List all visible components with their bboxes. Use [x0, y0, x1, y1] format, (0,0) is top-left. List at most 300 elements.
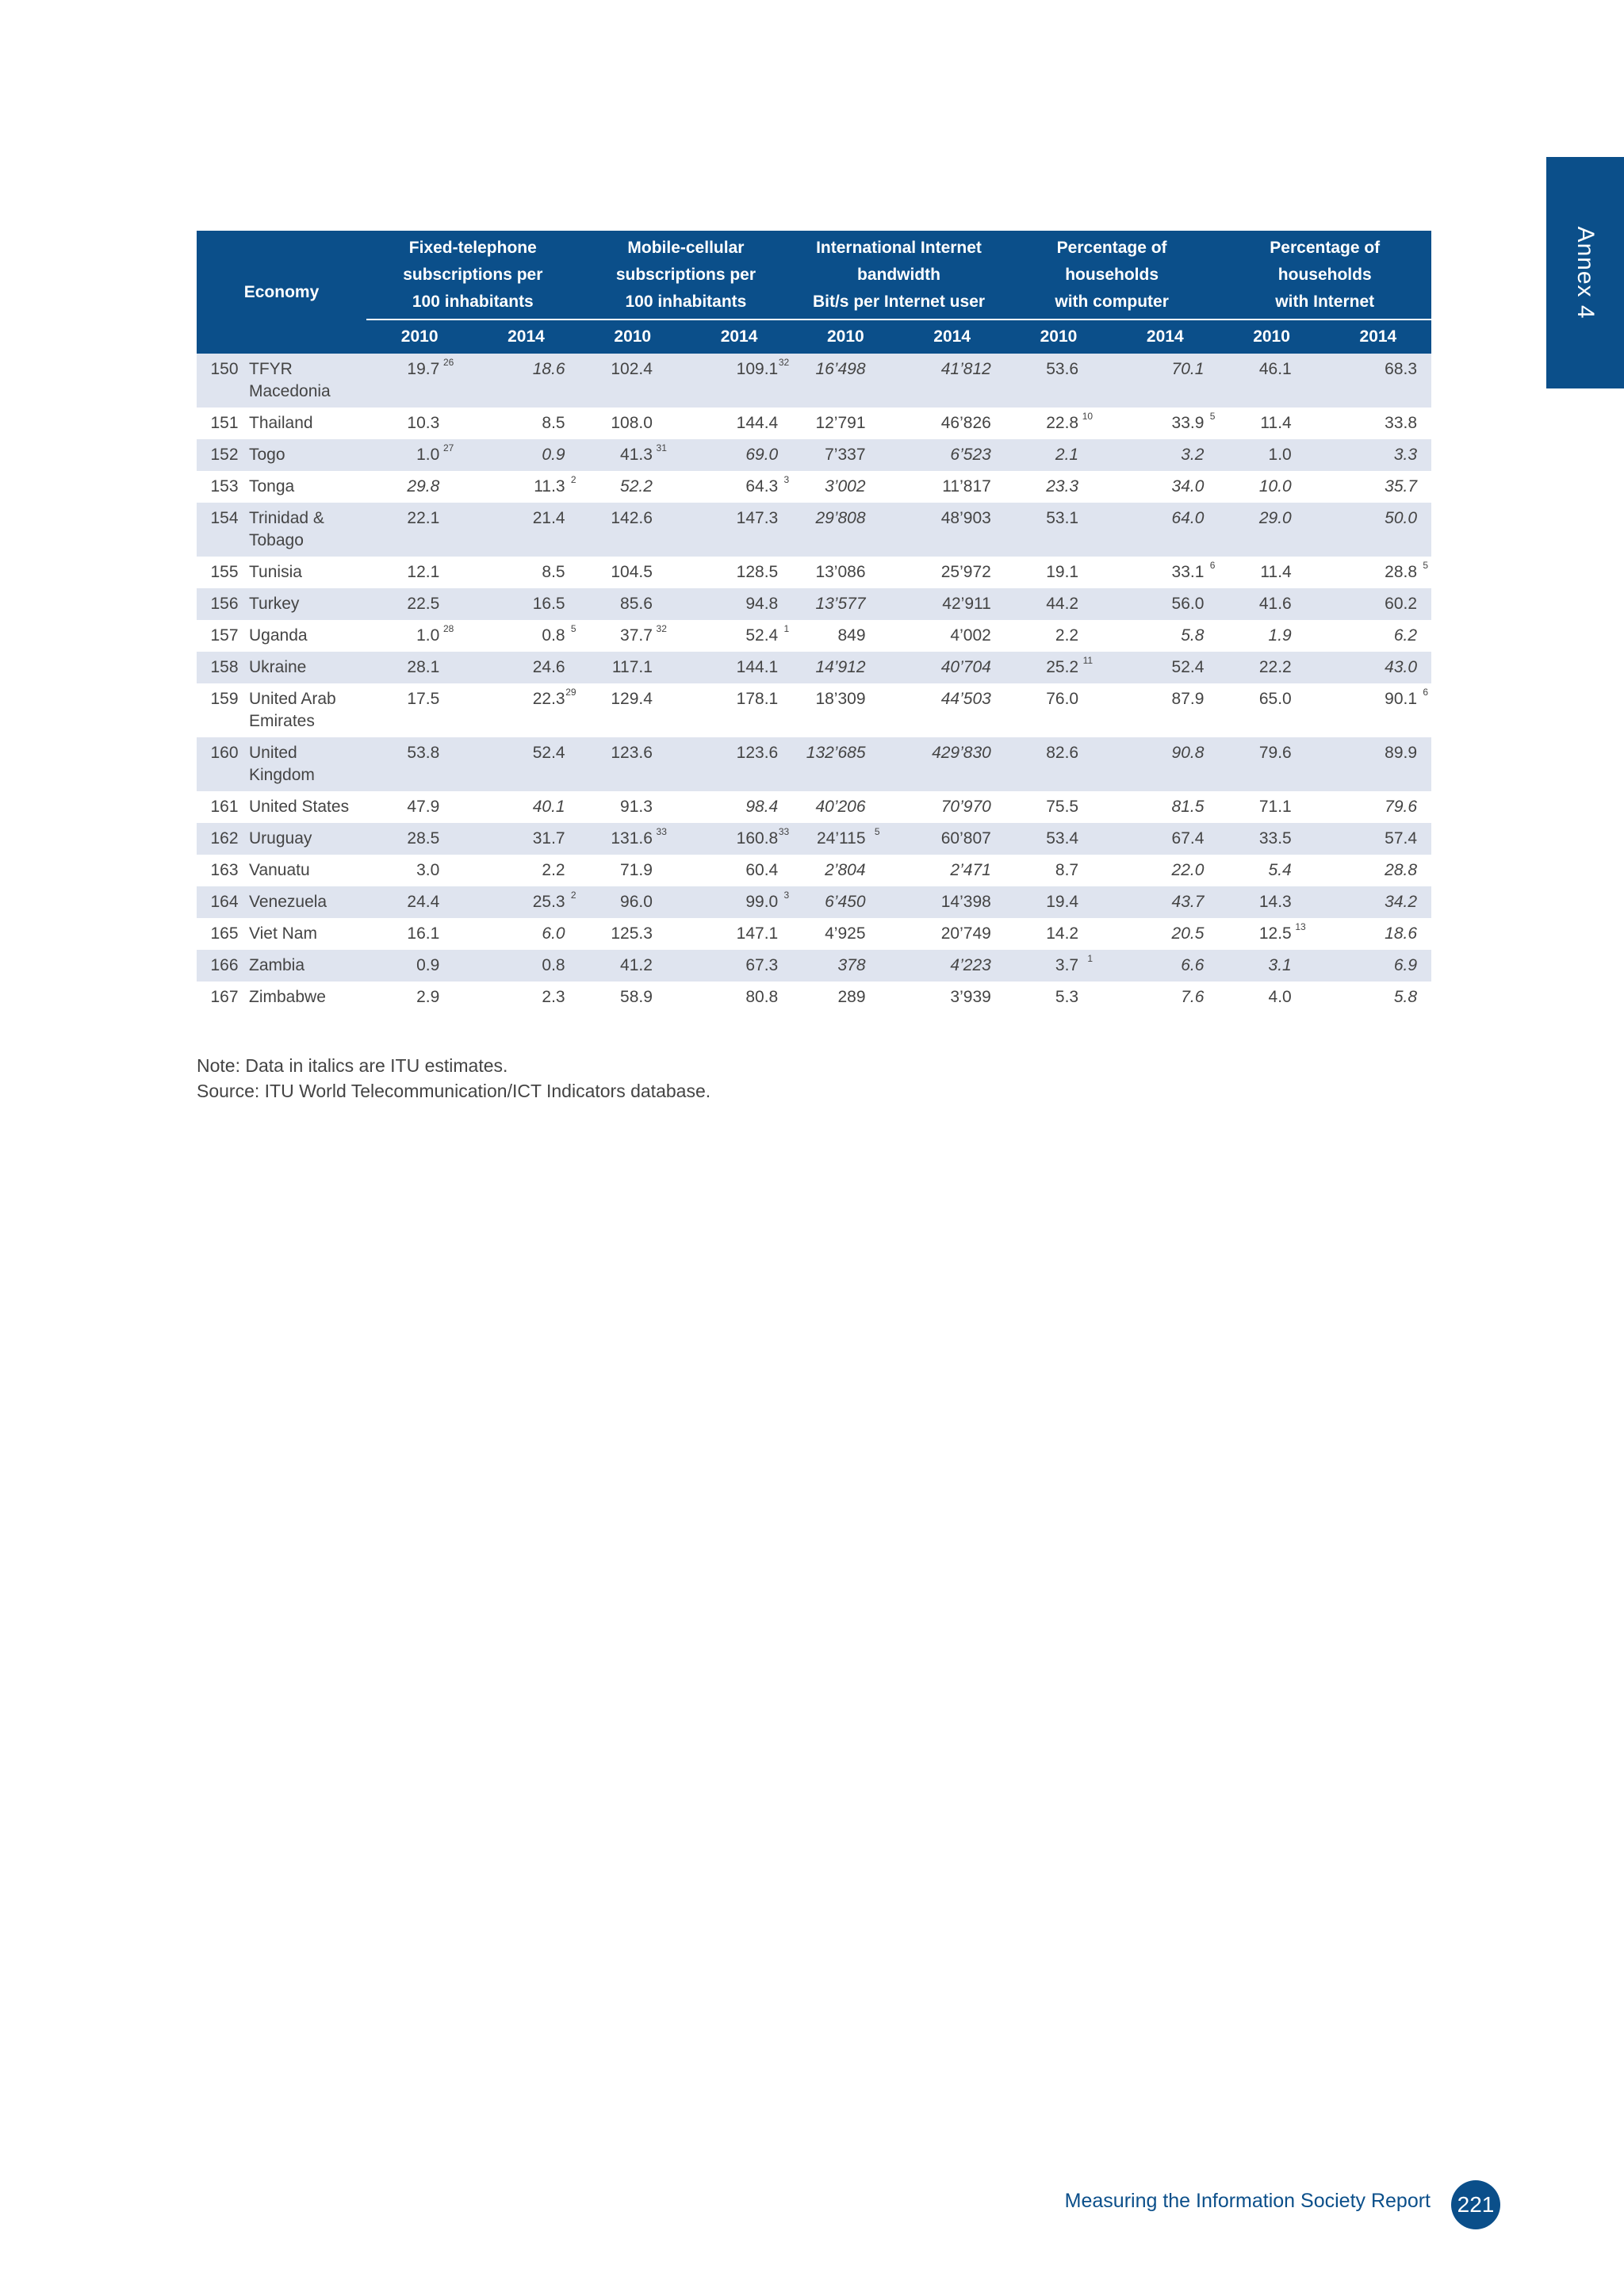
cell-value: 2’471: [950, 861, 991, 879]
cell-value: 14’912: [815, 658, 866, 676]
cell-value: 41.6: [1258, 595, 1292, 613]
cell-value: 7.6: [1181, 988, 1205, 1006]
economy-name: Uruguay: [246, 823, 366, 855]
cell-value: 69.0: [745, 446, 779, 464]
data-cell: [1325, 855, 1431, 886]
data-cell: [1112, 408, 1218, 439]
cell-value: 85.6: [620, 595, 653, 613]
cell-value: 6.9: [1393, 956, 1418, 974]
cell-value: 1.9: [1268, 626, 1292, 645]
cell-value: 24.4: [407, 893, 440, 911]
data-cell: [1218, 620, 1324, 652]
data-cell: [1218, 683, 1324, 737]
data-cell: [473, 950, 579, 982]
header-mobile-cellular: Mobile-cellular subscriptions per 100 inhabitants: [580, 231, 793, 320]
data-cell: [686, 588, 792, 620]
cell-value: 6.2: [1393, 626, 1418, 645]
cell-value: 34.2: [1385, 893, 1418, 911]
header-households-computer: Percentage of households with computer: [1005, 231, 1219, 320]
table-row: [197, 791, 1431, 823]
cell-value: 8.5: [542, 414, 565, 432]
cell-value: 178.1: [736, 690, 779, 708]
cell-value: 90.1: [1385, 690, 1418, 708]
cell-value: 6.6: [1181, 956, 1205, 974]
cell-value: 6.0: [542, 924, 565, 943]
cell-value: 5.4: [1268, 861, 1292, 879]
cell-value: 14.2: [1046, 924, 1079, 943]
footnote-marker: 2: [570, 890, 576, 901]
footnote-marker: 11: [1082, 655, 1094, 666]
cell-value: 129.4: [611, 690, 653, 708]
table-row: [197, 737, 1431, 791]
data-cell: [580, 982, 686, 1013]
cell-value: 42’911: [942, 595, 991, 613]
data-cell: [899, 620, 1005, 652]
data-cell: [792, 886, 898, 918]
cell-value: 40.1: [532, 798, 565, 816]
cell-value: 29.8: [407, 477, 440, 496]
economy-name: Turkey: [246, 588, 366, 620]
data-cell: [1005, 855, 1112, 886]
cell-value: 849: [837, 626, 866, 645]
data-cell: [580, 408, 686, 439]
cell-value: 19.7: [407, 360, 440, 378]
data-cell: [473, 503, 579, 557]
data-cell: [580, 855, 686, 886]
footnote-marker: 32: [778, 357, 790, 368]
data-cell: [473, 918, 579, 950]
data-cell: [792, 823, 898, 855]
data-cell: [580, 557, 686, 588]
cell-value: 24’115: [817, 829, 866, 848]
cell-value: 378: [837, 956, 866, 974]
annex-label: Annex 4: [1572, 226, 1599, 320]
cell-value: 25.3: [532, 893, 565, 911]
data-cell: [686, 886, 792, 918]
data-cell: [366, 855, 473, 886]
cell-value: 2.9: [416, 988, 440, 1006]
footnote-marker: 31: [656, 442, 667, 453]
data-cell: [1005, 737, 1112, 791]
cell-value: 4’223: [950, 956, 991, 974]
data-cell: [1112, 950, 1218, 982]
data-cell: [899, 683, 1005, 737]
data-cell: [1112, 652, 1218, 683]
cell-value: 102.4: [611, 360, 653, 378]
cell-value: 4’002: [950, 626, 991, 645]
data-cell: [792, 588, 898, 620]
economy-name: United States: [249, 798, 350, 816]
data-cell: [1005, 588, 1112, 620]
cell-value: 31.7: [532, 829, 565, 848]
data-cell: [792, 652, 898, 683]
cell-value: 56.0: [1171, 595, 1205, 613]
table-row: [197, 408, 1431, 439]
table-row: [197, 354, 1431, 408]
cell-value: 144.4: [736, 414, 779, 432]
cell-value: 79.6: [1258, 744, 1292, 762]
cell-value: 33.9: [1171, 414, 1205, 432]
economy-name: Trinidad & Tobago: [246, 503, 366, 557]
cell-value: 3.1: [1268, 956, 1292, 974]
cell-value: 12.5: [1258, 924, 1292, 943]
data-cell: [1005, 557, 1112, 588]
table-row: [197, 652, 1431, 683]
cell-value: 0.8: [542, 956, 565, 974]
table-row: [197, 950, 1431, 982]
data-cell: [1005, 620, 1112, 652]
cell-value: 0.8: [542, 626, 565, 645]
cell-value: 1.0: [416, 446, 440, 464]
cell-value: 144.1: [736, 658, 779, 676]
cell-value: 3’939: [950, 988, 991, 1006]
cell-value: 96.0: [620, 893, 653, 911]
data-cell: [792, 791, 898, 823]
cell-value: 11.3: [534, 477, 565, 496]
cell-value: 94.8: [745, 595, 779, 613]
data-cell: [580, 886, 686, 918]
data-cell: [792, 918, 898, 950]
cell-value: 5.8: [1393, 988, 1418, 1006]
economy-name: Viet Nam: [249, 924, 317, 943]
data-cell: [1112, 503, 1218, 557]
data-cell: [580, 918, 686, 950]
cell-value: 40’704: [940, 658, 991, 676]
row-number: 165: [210, 924, 239, 943]
cell-value: 57.4: [1385, 829, 1418, 848]
data-cell: [686, 918, 792, 950]
cell-value: 19.4: [1046, 893, 1079, 911]
cell-value: 53.1: [1046, 509, 1079, 527]
data-cell: [366, 620, 473, 652]
table-row: [197, 683, 1431, 737]
data-cell: [366, 471, 473, 503]
economy-name: Uganda: [249, 626, 308, 645]
data-cell: [1005, 886, 1112, 918]
cell-value: 16.5: [532, 595, 565, 613]
footnote-marker: 1: [1087, 953, 1094, 964]
cell-value: 76.0: [1046, 690, 1079, 708]
data-cell: [580, 439, 686, 471]
data-cell: [1112, 620, 1218, 652]
cell-value: 3’002: [825, 477, 866, 496]
data-cell: [1325, 791, 1431, 823]
data-cell: [1325, 408, 1431, 439]
data-cell: [899, 982, 1005, 1013]
footnote-marker: 10: [1082, 411, 1094, 422]
data-cell: [899, 439, 1005, 471]
data-cell: [1112, 439, 1218, 471]
cell-value: 29’808: [815, 509, 866, 527]
table-notes: [197, 1053, 710, 1104]
header-internet-bandwidth: International Internet bandwidth Bit/s per Internet user: [792, 231, 1005, 320]
data-cell: [686, 354, 792, 408]
cell-value: 19.1: [1046, 563, 1079, 581]
cell-value: 128.5: [736, 563, 779, 581]
cell-value: 5.8: [1181, 626, 1205, 645]
data-cell: [1325, 950, 1431, 982]
cell-value: 34.0: [1171, 477, 1205, 496]
data-cell: [1218, 471, 1324, 503]
data-cell: [473, 683, 579, 737]
row-number: 160: [197, 737, 246, 791]
data-cell: [473, 982, 579, 1013]
cell-value: 20.5: [1171, 924, 1205, 943]
footnote-marker: 32: [656, 623, 667, 634]
data-cell: [1325, 439, 1431, 471]
header-year: 2010: [580, 320, 686, 354]
data-cell: [1218, 354, 1324, 408]
data-cell: [1218, 408, 1324, 439]
data-cell: [366, 791, 473, 823]
data-cell: [1005, 471, 1112, 503]
data-cell: [792, 982, 898, 1013]
header-households-internet: Percentage of households with Internet: [1218, 231, 1431, 320]
cell-value: 91.3: [620, 798, 653, 816]
cell-value: 43.0: [1385, 658, 1418, 676]
data-cell: [686, 408, 792, 439]
data-cell: [1112, 471, 1218, 503]
cell-value: 18.6: [532, 360, 565, 378]
footnote-marker: 13: [1295, 921, 1306, 932]
source-text: Source: ITU World Telecommunication/ICT Indicators database.: [197, 1081, 711, 1101]
cell-value: 79.6: [1385, 798, 1418, 816]
data-cell: [686, 737, 792, 791]
data-cell: [899, 918, 1005, 950]
data-cell: [1325, 886, 1431, 918]
cell-value: 18.6: [1385, 924, 1418, 943]
row-number: 159: [210, 690, 239, 708]
economy-name: TFYR Macedonia: [246, 354, 366, 408]
header-fixed-telephone: Fixed-telephone subscriptions per 100 inhabitants: [366, 231, 580, 320]
table-row: [197, 886, 1431, 918]
data-cell: [366, 683, 473, 737]
data-cell: [899, 408, 1005, 439]
cell-value: 41.2: [620, 956, 653, 974]
cell-value: 87.9: [1171, 690, 1205, 708]
data-cell: [1218, 950, 1324, 982]
row-number: 166: [197, 950, 246, 982]
cell-value: 147.1: [736, 924, 779, 943]
cell-value: 2.1: [1055, 446, 1079, 464]
row-number: 161: [210, 798, 239, 816]
data-cell: [1005, 683, 1112, 737]
cell-value: 53.8: [407, 744, 440, 762]
data-cell: [686, 652, 792, 683]
cell-value: 7’337: [825, 446, 866, 464]
data-cell: [473, 471, 579, 503]
data-cell: [1112, 354, 1218, 408]
cell-value: 52.4: [1171, 658, 1205, 676]
data-cell: [1112, 918, 1218, 950]
data-cell: [1005, 652, 1112, 683]
cell-value: 25.2: [1046, 658, 1079, 676]
data-cell: [1005, 408, 1112, 439]
data-cell: [686, 439, 792, 471]
data-cell: [1218, 855, 1324, 886]
cell-value: 16.1: [407, 924, 440, 943]
cell-value: 123.6: [611, 744, 653, 762]
cell-value: 41.3: [620, 446, 653, 464]
footnote-marker: 28: [442, 623, 454, 634]
cell-value: 160.8: [736, 829, 779, 848]
data-cell: [1112, 683, 1218, 737]
data-cell: [686, 950, 792, 982]
cell-value: 53.4: [1046, 829, 1079, 848]
economy-name: Vanuatu: [249, 861, 310, 879]
cell-value: 80.8: [745, 988, 779, 1006]
header-year: 2010: [1218, 320, 1324, 354]
data-cell: [580, 823, 686, 855]
data-cell: [792, 620, 898, 652]
cell-value: 28.8: [1385, 861, 1418, 879]
cell-value: 52.4: [532, 744, 565, 762]
row-number: 152: [197, 439, 246, 471]
cell-value: 25’972: [940, 563, 991, 581]
data-cell: [686, 855, 792, 886]
page-number: 221: [1451, 2180, 1500, 2229]
data-cell: [899, 855, 1005, 886]
data-cell: [1218, 823, 1324, 855]
cell-value: 17.5: [407, 690, 440, 708]
cell-value: 11.4: [1260, 563, 1292, 581]
note-text: Note: Data in italics are ITU estimates.: [197, 1055, 508, 1076]
cell-value: 8.7: [1055, 861, 1079, 879]
cell-value: 22.1: [407, 509, 440, 527]
economy-name: Tunisia: [249, 563, 302, 581]
data-cell: [580, 354, 686, 408]
cell-value: 6’450: [825, 893, 866, 911]
economy-name: Venezuela: [246, 886, 366, 918]
data-cell: [1218, 791, 1324, 823]
data-cell: [1112, 737, 1218, 791]
cell-value: 22.8: [1046, 414, 1079, 432]
cell-value: 2’804: [825, 861, 866, 879]
data-cell: [473, 886, 579, 918]
cell-value: 125.3: [611, 924, 653, 943]
row-number: 155: [210, 563, 239, 581]
data-cell: [473, 408, 579, 439]
data-cell: [1005, 791, 1112, 823]
cell-value: 68.3: [1385, 360, 1418, 378]
table-row: [197, 620, 1431, 652]
cell-value: 22.2: [1258, 658, 1292, 676]
economy-name: Togo: [246, 439, 366, 471]
cell-value: 3.3: [1393, 446, 1418, 464]
data-cell: [366, 503, 473, 557]
cell-value: 90.8: [1171, 744, 1205, 762]
footnote-marker: 3: [783, 474, 790, 485]
data-cell: [473, 791, 579, 823]
cell-value: 104.5: [611, 563, 653, 581]
data-cell: [366, 886, 473, 918]
data-cell: [1005, 354, 1112, 408]
cell-value: 24.6: [532, 658, 565, 676]
cell-value: 22.3: [532, 690, 565, 708]
cell-value: 10.0: [1258, 477, 1292, 496]
table-body: [197, 354, 1431, 1013]
data-cell: [792, 855, 898, 886]
cell-value: 14.3: [1258, 893, 1292, 911]
cell-value: 0.9: [542, 446, 565, 464]
cell-value: 109.1: [736, 360, 779, 378]
cell-value: 41’812: [940, 360, 991, 378]
footnote-marker: 2: [570, 474, 576, 485]
row-number: 156: [197, 588, 246, 620]
cell-value: 289: [837, 988, 866, 1006]
footnote-marker: 3: [783, 890, 790, 901]
cell-value: 6’523: [950, 446, 991, 464]
footnote-marker: 6: [1423, 687, 1429, 698]
table-row: [197, 503, 1431, 557]
data-cell: [580, 683, 686, 737]
data-cell: [792, 737, 898, 791]
header-year: 2014: [1325, 320, 1431, 354]
data-cell: [1325, 737, 1431, 791]
cell-value: 2.2: [1055, 626, 1079, 645]
data-cell: [1218, 886, 1324, 918]
cell-value: 60.2: [1385, 595, 1418, 613]
table-row: [197, 982, 1431, 1013]
data-cell: [899, 557, 1005, 588]
footnote-marker: 33: [656, 826, 667, 837]
cell-value: 35.7: [1385, 477, 1418, 496]
cell-value: 70.1: [1171, 360, 1205, 378]
economy-name: Tonga: [249, 477, 295, 496]
row-number: 150: [197, 354, 246, 408]
economy-name: Ukraine: [246, 652, 366, 683]
economy-name: United Arab Emirates: [249, 690, 336, 730]
header-year: 2010: [1005, 320, 1112, 354]
data-cell: [686, 791, 792, 823]
header-year: 2010: [366, 320, 473, 354]
cell-value: 33.5: [1258, 829, 1292, 848]
cell-value: 65.0: [1258, 690, 1292, 708]
data-cell: [1112, 588, 1218, 620]
data-cell: [1325, 588, 1431, 620]
cell-value: 46.1: [1258, 360, 1292, 378]
header-economy: Economy: [197, 231, 366, 354]
footnote-marker: 5: [1209, 411, 1216, 422]
header-year: 2014: [1112, 320, 1218, 354]
data-cell: [580, 950, 686, 982]
data-cell: [686, 557, 792, 588]
data-cell: [1005, 823, 1112, 855]
cell-value: 71.1: [1258, 798, 1292, 816]
cell-value: 123.6: [736, 744, 779, 762]
data-cell: [686, 823, 792, 855]
header-year: 2014: [686, 320, 792, 354]
data-cell: [366, 354, 473, 408]
footnote-marker: 26: [442, 357, 454, 368]
cell-value: 28.5: [407, 829, 440, 848]
cell-value: 67.3: [745, 956, 779, 974]
cell-value: 4’925: [825, 924, 866, 943]
header-year: 2010: [792, 320, 898, 354]
data-cell: [580, 652, 686, 683]
cell-value: 23.3: [1046, 477, 1079, 496]
data-cell: [580, 471, 686, 503]
cell-value: 67.4: [1171, 829, 1205, 848]
row-number: 153: [210, 477, 239, 496]
footnote-marker: 5: [570, 623, 576, 634]
data-cell: [1218, 503, 1324, 557]
cell-value: 37.7: [620, 626, 653, 645]
data-cell: [580, 737, 686, 791]
footnote-marker: 5: [1423, 560, 1429, 571]
table-row: [197, 439, 1431, 471]
cell-value: 60.4: [745, 861, 779, 879]
